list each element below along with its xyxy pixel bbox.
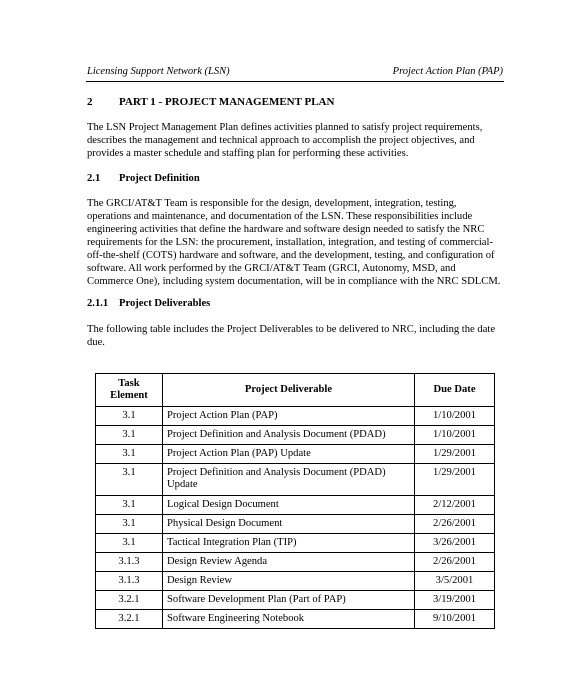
due-date-cell: 3/26/2001 xyxy=(415,534,495,553)
body-line: requirements for the LSN: the procurement, installation, integration, and testing of commercial- xyxy=(87,237,493,248)
deliverable-cell: Design Review Agenda xyxy=(163,553,415,572)
table-row xyxy=(96,553,495,572)
section-number: 2.1.1 xyxy=(87,298,109,309)
deliverable-cell: Software Engineering Notebook xyxy=(163,610,415,629)
table-row xyxy=(96,445,495,464)
header-due-date: Due Date xyxy=(415,374,495,407)
table-row xyxy=(96,610,495,629)
body-line: operations and maintenance, and documentation of the LSN. These responsibilities include xyxy=(87,211,473,222)
body-line: software. All work performed by the GRCI/AT&T Team (GRCI, Autonomy, MSD, and xyxy=(87,263,456,274)
intro-line: provides a master schedule and staffing plan for performing these activities. xyxy=(87,148,409,159)
intro-paragraph xyxy=(87,121,505,160)
due-date-cell: 1/29/2001 xyxy=(415,464,495,496)
task-cell: 3.1 xyxy=(96,426,163,445)
due-date-cell: 1/29/2001 xyxy=(415,445,495,464)
page-header xyxy=(87,66,503,77)
table-row xyxy=(96,464,495,496)
due-date-cell: 3/19/2001 xyxy=(415,591,495,610)
task-cell: 3.1 xyxy=(96,464,163,496)
section-2-1-1-heading xyxy=(87,298,210,309)
deliverable-cell: Project Action Plan (PAP) xyxy=(163,407,415,426)
task-cell: 3.1 xyxy=(96,496,163,515)
task-cell: 3.2.1 xyxy=(96,610,163,629)
part-number: 2 xyxy=(87,96,93,108)
table-row xyxy=(96,534,495,553)
task-cell: 3.1.3 xyxy=(96,553,163,572)
due-date-cell: 1/10/2001 xyxy=(415,407,495,426)
body-line: The following table includes the Project Deliverables to be delivered to NRC, including the date xyxy=(87,324,496,335)
part-title: PART 1 - PROJECT MANAGEMENT PLAN xyxy=(119,96,335,108)
intro-line: describes the management and technical approach to accomplish the project objectives, and xyxy=(87,135,475,146)
task-cell: 3.1 xyxy=(96,515,163,534)
deliverable-cell: Project Definition and Analysis Document (PDAD) xyxy=(163,426,415,445)
deliverable-cell: Design Review xyxy=(163,572,415,591)
table-row xyxy=(96,572,495,591)
section-2-1-heading xyxy=(87,173,200,184)
deliverable-cell: Tactical Integration Plan (TIP) xyxy=(163,534,415,553)
deliverables-table xyxy=(95,373,495,629)
task-cell: 3.2.1 xyxy=(96,591,163,610)
deliverable-cell: Logical Design Document xyxy=(163,496,415,515)
table-row xyxy=(96,515,495,534)
due-date-cell: 2/26/2001 xyxy=(415,553,495,572)
due-date-cell: 3/5/2001 xyxy=(415,572,495,591)
table-row xyxy=(96,426,495,445)
table-row xyxy=(96,407,495,426)
deliverable-cell: Physical Design Document xyxy=(163,515,415,534)
body-line: due. xyxy=(87,337,105,348)
part-heading xyxy=(87,96,334,108)
section-number: 2.1 xyxy=(87,173,101,184)
header-rule xyxy=(86,81,504,82)
task-cell: 3.1 xyxy=(96,407,163,426)
table-row xyxy=(96,591,495,610)
due-date-cell: 2/12/2001 xyxy=(415,496,495,515)
body-line: The GRCI/AT&T Team is responsible for the design, development, integration, testing, xyxy=(87,198,457,209)
header-left: Licensing Support Network (LSN) xyxy=(87,66,230,77)
due-date-cell: 9/10/2001 xyxy=(415,610,495,629)
due-date-cell: 2/26/2001 xyxy=(415,515,495,534)
due-date-cell: 1/10/2001 xyxy=(415,426,495,445)
section-title: Project Deliverables xyxy=(119,298,211,309)
header-project-deliverable: Project Deliverable xyxy=(163,374,415,407)
table-header-row xyxy=(96,374,495,407)
task-cell: 3.1 xyxy=(96,445,163,464)
header-task-element: Task Element xyxy=(96,374,163,407)
task-cell: 3.1 xyxy=(96,534,163,553)
header-right: Project Action Plan (PAP) xyxy=(392,66,503,77)
section-2-1-paragraph xyxy=(87,197,505,288)
section-title: Project Definition xyxy=(119,173,200,184)
section-2-1-1-paragraph xyxy=(87,323,505,349)
deliverable-cell: Project Definition and Analysis Document (PDAD) Update xyxy=(163,464,415,496)
table-row xyxy=(96,496,495,515)
deliverable-cell: Software Development Plan (Part of PAP) xyxy=(163,591,415,610)
task-cell: 3.1.3 xyxy=(96,572,163,591)
intro-line: The LSN Project Management Plan defines activities planned to satisfy project requirements, xyxy=(87,122,483,133)
body-line: Commerce One), including system documentation, will be in compliance with the NRC SDLCM. xyxy=(87,276,501,287)
body-line: off-the-shelf (COTS) hardware and software, and the development, testing, and configuration of xyxy=(87,250,495,261)
deliverable-cell: Project Action Plan (PAP) Update xyxy=(163,445,415,464)
body-line: engineering activities that define the hardware and software design needed to satisfy the NRC xyxy=(87,224,485,235)
